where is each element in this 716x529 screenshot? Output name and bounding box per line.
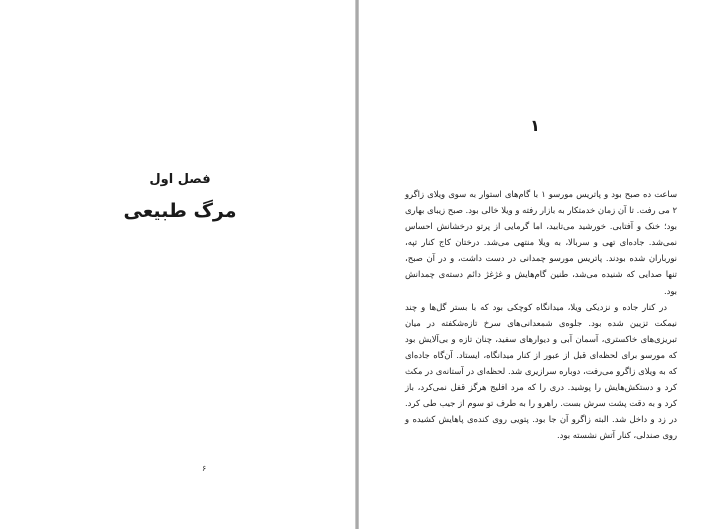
chapter-number: ۱: [530, 116, 540, 135]
chapter-label: فصل اول: [149, 172, 211, 187]
left-page: [0, 0, 355, 529]
chapter-body-text: [405, 186, 677, 444]
paragraph-2: در کنار جاده و نزدیکی ویلا، میدانگاه کوچکی بود که با بستر گل‌ها و چند نیمکت تزیین شده بود. جلوه‌ی شمعدانی‌های سرخ تازه‌شکفته در میان تبریزی‌های خاکستری، آسمان آبی و دیوارهای سفید، چنان تازه و بی‌آلایش بود که مورسو برای لحظه‌ای قبل از عبور از کنار میدانگاه، ایستاد. آن‌گاه جاده‌ای که به ویلای زاگرو می‌رفت، دوباره سرازیری شد. لحظه‌ای در آستانه‌ی در مکث کرد و دستکش‌هایش را پوشید. دری را که مرد افلیج هرگز قفل نمی‌کرد، باز کرد و به دقت پشت سرش بست. راهرو را به طرف تو سوم از جیب طی کرد. در زد و داخل شد. البته زاگرو آن جا بود. پتویی روی کنده‌ی پاهایش کشیده و روی صندلی، کنار آتش نشسته بود.: [405, 301, 677, 441]
paragraph-1: ساعت ده صبح بود و پاتریس مورسو ۱ با گام‌های استوار به سوی ویلای زاگرو ۲ می رفت. تا آن زمان خدمتکار به بازار رفته و ویلا خالی بود. صبح زیبای بهاری بود؛ خنک و آفتابی. خورشید می‌تابید، اما گرمایی از پرتو درخشانش احساس نمی‌شد. جاده‌ای تهی و سربالا، به ویلا منتهی می‌شد. درختان کاج کنار تپه، نورباران شده بودند. پاتریس مورسو چمدانی در دست داشت، و در آن صبح، تنها صدایی که شنیده می‌شد، طنین گام‌هایش و غژغژ دائم دسته‌ی چمدانش بود.: [405, 189, 677, 296]
page-number: ۶: [202, 464, 207, 473]
chapter-title: مرگ طبیعی: [123, 200, 237, 222]
